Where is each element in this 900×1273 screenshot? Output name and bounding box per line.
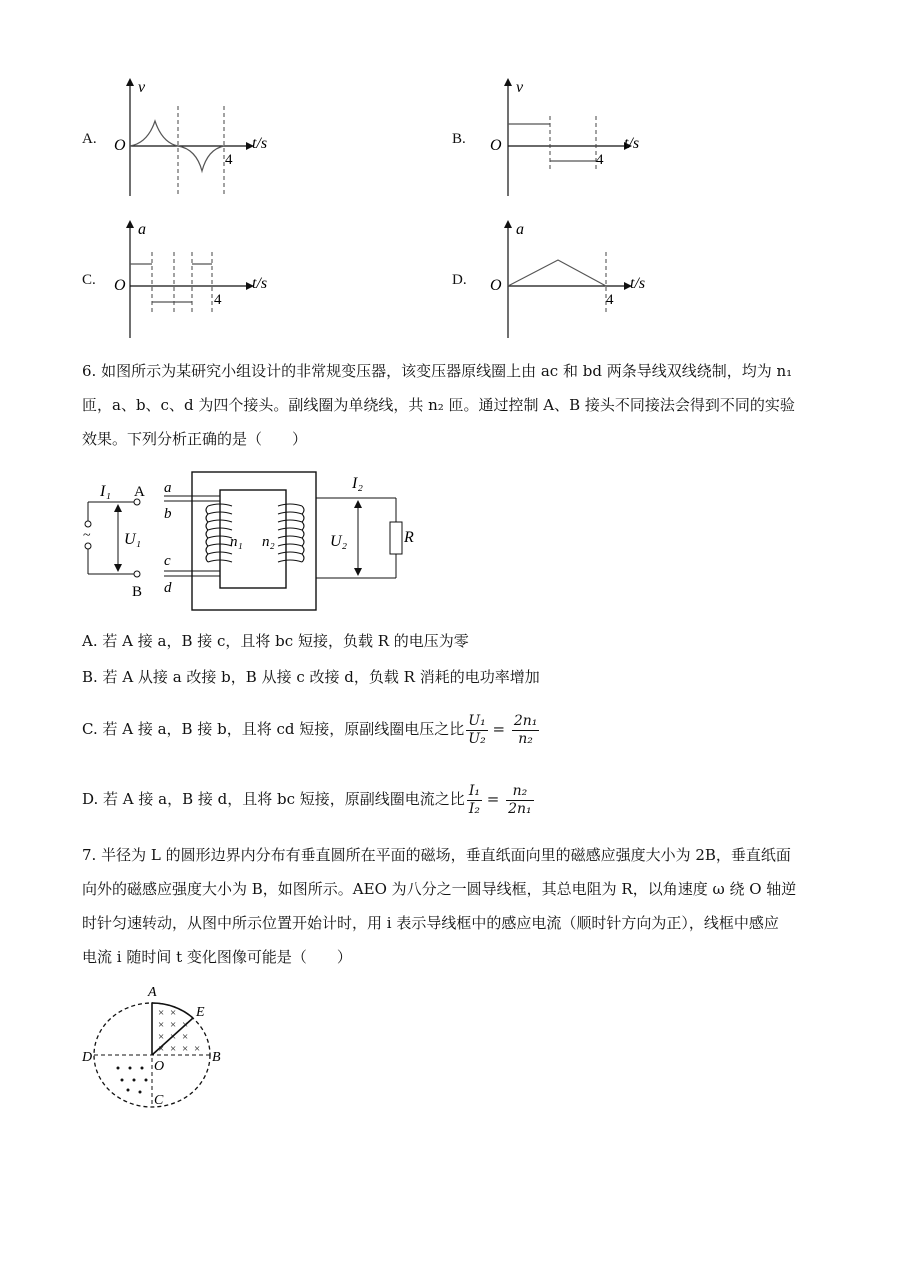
svg-text:×: × [158,1019,165,1031]
lead-a-label: a [164,480,172,496]
i2-label: I₂ [352,475,363,492]
u2-label: U₂ [330,533,348,550]
svg-text:×: × [182,1019,189,1031]
fraction-left: $\frac{\text{I₁}}{\text{I₂}}$ [468,782,480,817]
svg-text:×: × [170,1031,177,1043]
u1-label: U₁ [124,531,142,548]
point-d-label: D [82,1050,93,1065]
terminal-b-label: B [132,584,143,600]
axis-x-label: t/s [252,275,268,292]
q6-option-a: A. 若 A 接 a，B 接 c，且将 bc 短接，负载 R 的电压为零 [82,632,469,650]
point-e-label: E [196,1005,205,1020]
q7-stem [82,838,822,974]
origin-label: O [114,137,126,154]
q6-stem-line: 6. 如图所示为某研究小组设计的非常规变压器，该变压器原线圈上由 ac 和 bd 两条导线双线绕制，均为 n₁ [82,362,793,380]
fraction-left: $\frac{\text{U₁}}{\text{U₂}}$ [468,712,486,747]
q6-option-d [82,776,534,822]
transformer-diagram [80,466,420,616]
point-a-label: A [148,985,157,1000]
option-text: D. 若 A 接 a，B 接 d，且将 bc 短接，原副线圈电流之比 [82,790,465,808]
q7-stem-line: 7. 半径为 L 的圆形边界内分布有垂直圆所在平面的磁场，垂直纸面向里的磁感应强度大小为 2B，垂直纸面 [82,846,791,864]
equals-sign: = [486,790,500,808]
origin-label: O [490,277,502,294]
q7-stem-line: 电流 i 随时间 t 变化图像可能是（ ） [82,948,352,966]
point-b-label: B [212,1050,221,1065]
svg-text:×: × [170,1007,177,1019]
axis-x-label: t/s [252,135,268,152]
fraction-right: $\frac{\text{n₂}}{\text{2n₁}}$ [508,782,532,817]
graph-option-a [100,76,300,198]
tick-label: 4 [606,292,614,308]
svg-text:×: × [158,1031,165,1043]
q7-stem-line: 时针匀速转动，从图中所示位置开始计时，用 i 表示导线框中的感应电流（顺时针方向为正），线框中感应 [82,914,779,932]
tick-label: 4 [214,292,222,308]
svg-text:×: × [170,1043,177,1055]
q6-option-b: B. 若 A 从接 a 改接 b，B 从接 c 改接 d，负载 R 消耗的电功率增加 [82,668,540,686]
terminal-a-label: A [134,484,145,500]
lead-c-label: c [164,553,171,569]
svg-text:×: × [158,1043,165,1055]
axis-x-label: t/s [630,275,646,292]
graph-option-d [478,218,678,340]
i1-label: I₁ [100,483,111,500]
fraction-right: $\frac{\text{2n₁}}{\text{n₂}}$ [513,712,538,747]
option-c-letter: C. [82,272,96,288]
q6-stem [82,354,822,456]
tick-label: 4 [596,152,604,168]
axis-y-label: v [516,79,524,96]
magnetic-field-circle-diagram [78,982,238,1112]
q6-stem-line: 匝，a、b、c、d 为四个接头。副线圈为单绕线，共 n₂ 匝。通过控制 A、B 接头不同接法会得到不同的实验 [82,396,795,414]
origin-label: O [490,137,502,154]
svg-text:×: × [158,1007,165,1019]
axis-y-label: v [138,79,146,96]
ac-source-symbol: ~ [83,528,91,543]
n2-label: n₂ [262,534,275,550]
svg-text:×: × [182,1043,189,1055]
svg-text:×: × [182,1031,189,1043]
option-d-letter: D. [452,272,467,288]
graph-option-c [100,218,300,340]
option-b-letter: B. [452,131,466,147]
origin-label: O [114,277,126,294]
axis-y-label: a [516,221,524,238]
axis-y-label: a [138,221,146,238]
point-o-label: O [154,1059,165,1074]
option-text: C. 若 A 接 a，B 接 b，且将 cd 短接，原副线圈电压之比 [82,720,465,738]
graph-option-b [478,76,678,198]
svg-text:×: × [194,1043,201,1055]
q7-stem-line: 向外的磁感应强度大小为 B，如图所示。AEO 为八分之一圆导线框，其总电阻为 R，以角速度 ω 绕 O 轴逆 [82,880,797,898]
resistor-label: R [404,529,414,546]
lead-d-label: d [164,580,172,596]
option-a-letter: A. [82,131,97,147]
q6-option-c [82,706,539,752]
n1-label: n₁ [230,534,243,550]
point-c-label: C [154,1093,164,1108]
svg-text:×: × [170,1019,177,1031]
axis-x-label: t/s [624,135,640,152]
q6-stem-line: 效果。下列分析正确的是（ ） [82,430,308,448]
equals-sign: = [492,720,506,738]
tick-label: 4 [225,152,233,168]
lead-b-label: b [164,506,172,522]
